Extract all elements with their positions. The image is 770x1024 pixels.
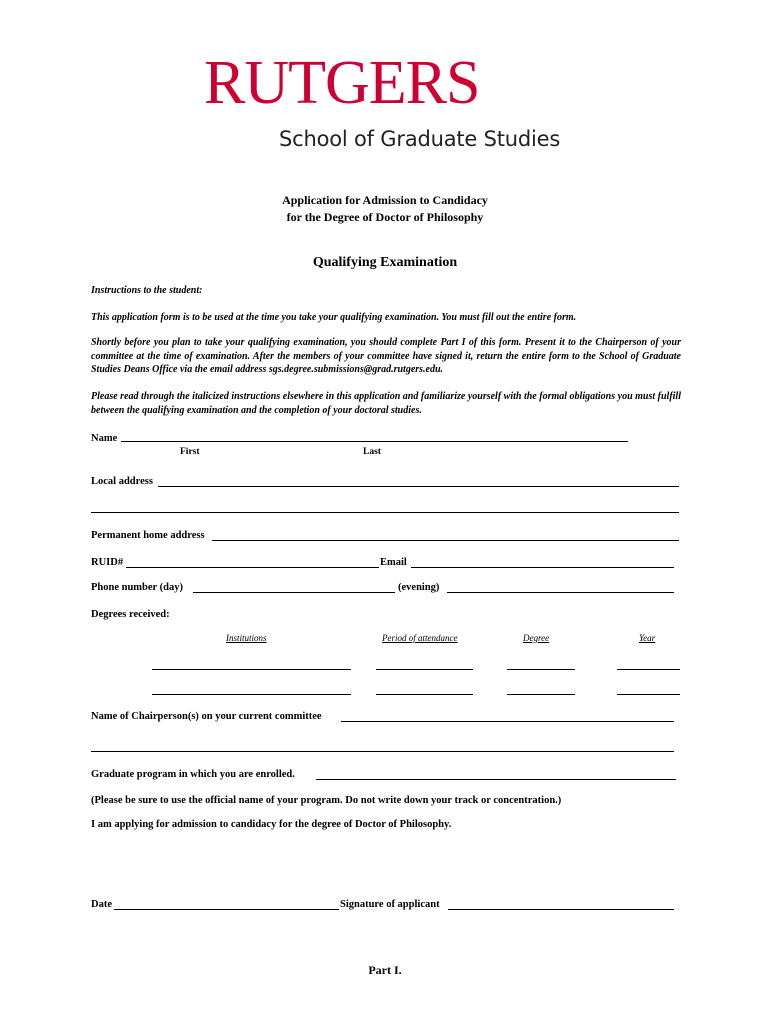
instructions-paragraph-1: This application form is to be used at the time you take your qualifying examination. You must fill out the entire form. bbox=[91, 312, 577, 323]
permanent-address-field[interactable] bbox=[212, 540, 679, 541]
logo-subtitle: School of Graduate Studies bbox=[279, 127, 561, 151]
local-address-field-line2[interactable] bbox=[91, 512, 679, 513]
instructions-paragraph-2: Shortly before you plan to take your qualifying examination, you should complete Part I of this form. Present it to the Chairperson of your committee at the time of examination. After the members of your committee have signed it, return the entire form to the School of Graduate Studies Deans Office via the email address sgs.degree.submissions@grad.rutgers.edu. bbox=[91, 337, 681, 375]
column-header-year: Year bbox=[639, 633, 656, 643]
phone-evening-label: (evening) bbox=[398, 582, 440, 593]
chairperson-field[interactable] bbox=[341, 721, 674, 722]
degree-field-1[interactable] bbox=[507, 669, 575, 670]
instructions-heading: Instructions to the student: bbox=[91, 285, 203, 296]
local-address-label: Local address bbox=[91, 476, 153, 487]
declaration-text: I am applying for admission to candidacy for the degree of Doctor of Philosophy. bbox=[91, 819, 452, 830]
program-label: Graduate program in which you are enrolled. bbox=[91, 769, 295, 780]
section-title: Qualifying Examination bbox=[312, 255, 458, 270]
chairperson-label: Name of Chairperson(s) on your current committee bbox=[91, 711, 322, 722]
period-field-2[interactable] bbox=[376, 694, 473, 695]
column-header-institutions: Institutions bbox=[226, 633, 267, 643]
program-note: (Please be sure to use the official name of your program. Do not write down your track or concentration.) bbox=[91, 795, 562, 806]
signature-label: Signature of applicant bbox=[340, 899, 440, 910]
institution-field-1[interactable] bbox=[152, 669, 351, 670]
ruid-field[interactable] bbox=[126, 567, 379, 568]
instructions-paragraph-3: Please read through the italicized instructions elsewhere in this application and familiarize yourself with the formal obligations you must fulfill between the qualifying examination and the completion of your doctoral studies. bbox=[91, 391, 681, 416]
column-header-period: Period of attendance bbox=[382, 633, 458, 643]
rutgers-logo bbox=[204, 48, 480, 118]
last-name-caption: Last bbox=[363, 447, 381, 457]
date-label: Date bbox=[91, 899, 112, 910]
signature-field[interactable] bbox=[448, 909, 674, 910]
phone-evening-field[interactable] bbox=[447, 592, 674, 593]
form-title-line2: for the Degree of Doctor of Philosophy bbox=[286, 210, 484, 224]
email-field[interactable] bbox=[411, 567, 674, 568]
institution-field-2[interactable] bbox=[152, 694, 351, 695]
ruid-label: RUID# bbox=[91, 557, 124, 568]
degree-field-2[interactable] bbox=[507, 694, 575, 695]
permanent-address-label: Permanent home address bbox=[91, 530, 205, 541]
name-label: Name bbox=[91, 433, 118, 444]
period-field-1[interactable] bbox=[376, 669, 473, 670]
year-field-2[interactable] bbox=[617, 694, 680, 695]
year-field-1[interactable] bbox=[617, 669, 680, 670]
part-label: Part I. bbox=[368, 963, 402, 977]
name-field[interactable] bbox=[121, 441, 628, 442]
email-label: Email bbox=[380, 557, 407, 568]
chairperson-field-line2[interactable] bbox=[91, 751, 674, 752]
first-name-caption: First bbox=[180, 447, 200, 457]
degrees-received-label: Degrees received: bbox=[91, 609, 170, 620]
logo-wordmark: RUTGERS bbox=[204, 49, 480, 117]
column-header-degree: Degree bbox=[523, 633, 550, 643]
local-address-field[interactable] bbox=[158, 486, 679, 487]
date-field[interactable] bbox=[114, 909, 339, 910]
program-field[interactable] bbox=[316, 779, 676, 780]
form-title-line1: Application for Admission to Candidacy bbox=[282, 193, 488, 207]
phone-day-field[interactable] bbox=[193, 592, 395, 593]
phone-day-label: Phone number (day) bbox=[91, 582, 183, 593]
